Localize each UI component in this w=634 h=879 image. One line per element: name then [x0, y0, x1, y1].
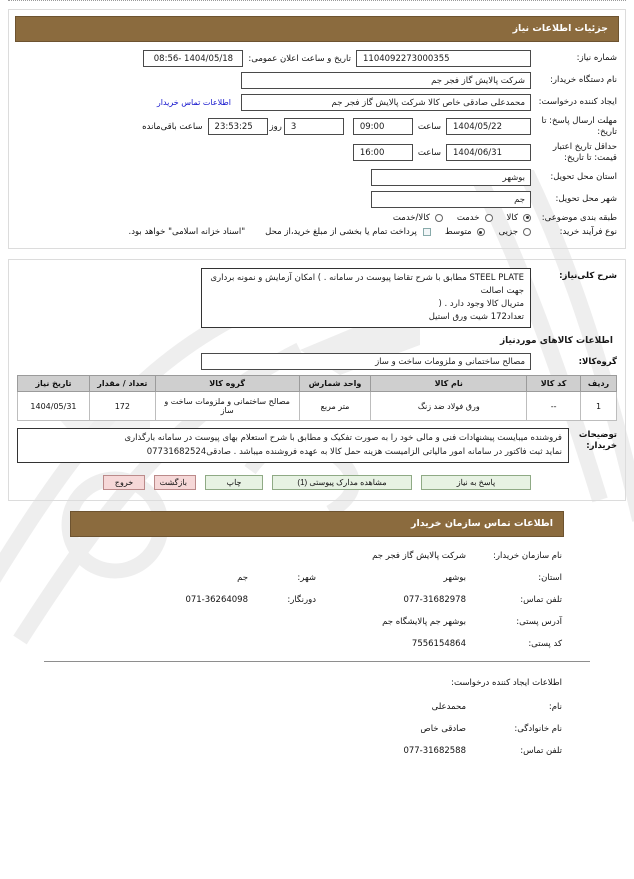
classification-option-2-label: کالا/خدمت [392, 212, 430, 223]
buyer-org-label: نام دستگاه خریدار: [550, 75, 617, 86]
goods-panel [8, 259, 626, 501]
treasury-bond-checkbox-icon[interactable] [423, 228, 431, 236]
contact-city-value: جم [237, 572, 248, 583]
th-vahed: واحد شمارش [299, 376, 371, 392]
response-deadline-hour-field[interactable]: 09:00 [353, 118, 413, 135]
th-tarikh: تاریخ نیاز [18, 376, 90, 392]
response-deadline-hour-label: ساعت [417, 121, 441, 132]
delivery-province-label: استان محل تحویل: [550, 171, 617, 182]
row-price-validity [17, 142, 617, 163]
treasury-bond-checkbox-label: پرداخت تمام یا بخشی از مبلغ خرید،از محل [265, 227, 417, 238]
contact-fax-label: دورنگار: [287, 594, 316, 605]
requester-field[interactable]: محمدعلی صادقی خاص کالا شرکت پالایش گاز فجر جم [241, 94, 531, 111]
contact-province-label: استان: [538, 572, 562, 583]
cell-vahed: متر مربع [299, 392, 371, 421]
days-unit-label: روز [269, 121, 282, 132]
delivery-province-field[interactable]: بوشهر [371, 169, 531, 186]
cell-tarikh: 1404/05/31 [18, 392, 90, 421]
need-summary-line-3: تعداد172 شیت ورق استیل [428, 312, 524, 323]
need-summary-line-2: متریال کالا وجود دارد . ( [438, 299, 524, 310]
contact-postal-code-value: 7556154864 [411, 638, 466, 649]
need-panel-title: جزئیات اطلاعات نیاز [15, 16, 619, 42]
contact-panel-title: اطلاعات تماس سازمان خریدار [70, 511, 564, 537]
requester-section-title: اطلاعات ایجاد کننده درخواست: [451, 677, 562, 688]
content-wrapper [8, 0, 626, 774]
contact-postal-code-label: کد پستی: [528, 638, 562, 649]
radio-kala-khedmat-icon[interactable] [435, 214, 443, 222]
purchase-process-option-jozii[interactable] [499, 227, 531, 237]
contact-phone-value: 077-31682978 [403, 594, 466, 605]
th-nam-kala: نام کالا [371, 376, 527, 392]
need-summary-line-1: STEEL PLATE مطابق با شرح تقاضا پیوست در سامانه . ) امکان آزمایش و نمونه برداری جهت اصالت [210, 272, 524, 296]
treasury-bond-note: "اسناد خزانه اسلامی" خواهد بود. [128, 227, 246, 238]
delivery-city-field[interactable]: جم [371, 191, 531, 208]
contact-address-label: آدرس پستی: [516, 616, 562, 627]
contact-row-phone-fax [16, 595, 618, 605]
purchase-process-option-1-label: متوسط [444, 227, 472, 238]
contact-row-org [16, 551, 618, 561]
exit-button[interactable]: خروج [103, 475, 145, 490]
contact-address-value: بوشهر جم پالایشگاه جم [382, 616, 466, 627]
cell-kod-kala: -- [527, 392, 581, 421]
goods-group-label: گروه‌کالا: [578, 356, 617, 367]
contact-city-label: شهر: [297, 572, 316, 583]
requester-phone-value: 077-31682588 [403, 745, 466, 756]
contact-fax-value: 071-36264098 [185, 594, 248, 605]
goods-table-header-row [18, 376, 617, 392]
buyer-notes-label: توضیحات خریدار: [578, 430, 617, 452]
need-panel-body [9, 42, 625, 248]
buyer-notes-box[interactable] [17, 428, 569, 462]
radio-khedmat-icon[interactable] [485, 214, 493, 222]
price-validity-label: حداقل تاریخ اعتبار قیمت: تا تاریخ: [552, 142, 617, 163]
th-meqdar: تعداد / مقدار [89, 376, 155, 392]
row-delivery-city [17, 191, 617, 208]
response-deadline-label: مهلت ارسال پاسخ: تا تاریخ: [541, 116, 617, 137]
row-buyer-org [17, 72, 617, 89]
requester-phone-label: تلفن تماس: [520, 745, 562, 756]
requester-firstname-value: محمدعلی [431, 701, 466, 712]
print-button[interactable]: چاپ [205, 475, 263, 490]
treasury-bond-checkbox-group[interactable] [265, 227, 431, 237]
view-attachments-button[interactable]: مشاهده مدارک پیوستی (1) [272, 475, 412, 490]
price-validity-hour-label: ساعت [417, 147, 441, 158]
requester-label: ایجاد کننده درخواست: [538, 97, 617, 108]
row-goods-group [17, 353, 617, 370]
row-need-number [17, 50, 617, 67]
contact-row-postal-code [16, 639, 618, 649]
purchase-process-label: نوع فرآیند خرید: [559, 227, 617, 238]
classification-option-1-label: خدمت [456, 212, 480, 223]
radio-jozii-icon[interactable] [523, 228, 531, 236]
requester-firstname-label: نام: [548, 701, 562, 712]
row-requester [17, 94, 617, 111]
need-number-label: شماره نیاز: [576, 53, 617, 64]
need-summary-box[interactable] [201, 268, 531, 329]
requester-lastname-value: صادقی خاص [420, 723, 466, 734]
row-need-summary [17, 268, 617, 329]
delivery-city-label: شهر محل تحویل: [555, 193, 617, 204]
th-kod-kala: کد کالا [527, 376, 581, 392]
price-validity-hour-field[interactable]: 16:00 [353, 144, 413, 161]
classification-option-kala[interactable] [507, 213, 531, 223]
requester-row-lastname [16, 724, 618, 734]
announce-datetime-field[interactable]: 1404/05/18 -08:56 [143, 50, 243, 67]
contact-divider [44, 661, 590, 662]
requester-lastname-label: نام خانوادگی: [514, 723, 562, 734]
goods-panel-body [9, 260, 625, 500]
need-number-field[interactable]: 1104092273000355 [356, 50, 531, 67]
days-left-field: 3 [284, 118, 344, 135]
buyer-notes-line-2: نماید ثبت فاکتور در سامانه امور مالیاتی الزامیست هزینه حمل کالا به عهده فروشنده میباشد . صادقی07731682524 [146, 446, 562, 457]
classification-option-khedmat[interactable] [457, 213, 493, 223]
purchase-process-option-0-label: جزیی [498, 227, 518, 238]
radio-motevaset-icon[interactable] [477, 228, 485, 236]
row-response-deadline [17, 116, 617, 137]
buyer-notes-line-1: فروشنده میبایست پیشنهادات فنی و مالی خود را به صورت تفکیک و مطابق با شرح استعلام بهای پیوست در سامانه بارگذاری [124, 433, 562, 444]
th-radif: ردیف [581, 376, 617, 392]
announce-datetime-label: تاریخ و ساعت اعلان عمومی: [248, 53, 351, 64]
contact-org-value: شرکت پالایش گاز فجر جم [372, 550, 466, 561]
contact-panel-header-wrap [8, 511, 626, 537]
contact-org-label: نام سازمان خریدار: [493, 550, 562, 561]
respond-to-need-button[interactable]: پاسخ به نیاز [421, 475, 531, 490]
requester-row-phone [16, 746, 618, 756]
cell-group-kala: مصالح ساختمانی و ملزومات ساخت و ساز [155, 392, 299, 421]
cell-nam-kala: ورق فولاد ضد زنگ [371, 392, 527, 421]
radio-kala-icon[interactable] [523, 214, 531, 222]
row-purchase-process [17, 227, 617, 238]
table-row[interactable] [18, 392, 617, 421]
price-validity-date-field[interactable]: 1404/06/31 [446, 144, 531, 161]
row-delivery-province [17, 169, 617, 186]
back-button[interactable]: بازگشت [154, 475, 196, 490]
th-group-kala: گروه کالا [155, 376, 299, 392]
need-panel-header-wrap [9, 10, 625, 42]
contact-row-province-city [16, 573, 618, 583]
cell-meqdar: 172 [89, 392, 155, 421]
time-left-field: 23:53:25 [208, 118, 268, 135]
contact-panel-body [8, 537, 626, 774]
time-left-label: ساعت باقی‌مانده [142, 121, 203, 132]
classification-label: طبقه بندی موضوعی: [541, 212, 617, 223]
buyer-contact-link[interactable]: اطلاعات تماس خریدار [156, 98, 231, 107]
need-summary-label: شرح کلی‌نیاز: [559, 270, 617, 281]
classification-option-kala-khedmat[interactable] [393, 213, 443, 223]
purchase-process-option-motevaset[interactable] [445, 227, 485, 237]
contact-phone-label: تلفن تماس: [520, 594, 562, 605]
buyer-contact-panel [8, 511, 626, 774]
classification-option-0-label: کالا [506, 212, 518, 223]
buyer-org-field[interactable]: شرکت پالایش گاز فجر جم [241, 72, 531, 89]
contact-province-value: بوشهر [443, 572, 466, 583]
goods-table [17, 375, 617, 421]
goods-table-body [18, 392, 617, 421]
requester-row-firstname [16, 702, 618, 712]
row-buyer-notes [17, 428, 617, 462]
response-deadline-date-field[interactable]: 1404/05/22 [446, 118, 531, 135]
goods-table-head [18, 376, 617, 392]
goods-group-field[interactable]: مصالح ساختمانی و ملزومات ساخت و ساز [201, 353, 531, 370]
need-details-panel [8, 9, 626, 249]
row-classification [17, 213, 617, 224]
contact-row-address [16, 617, 618, 627]
action-buttons-row [17, 475, 617, 490]
cell-radif: 1 [581, 392, 617, 421]
goods-section-title: اطلاعات کالاهای موردنیاز [499, 336, 613, 347]
